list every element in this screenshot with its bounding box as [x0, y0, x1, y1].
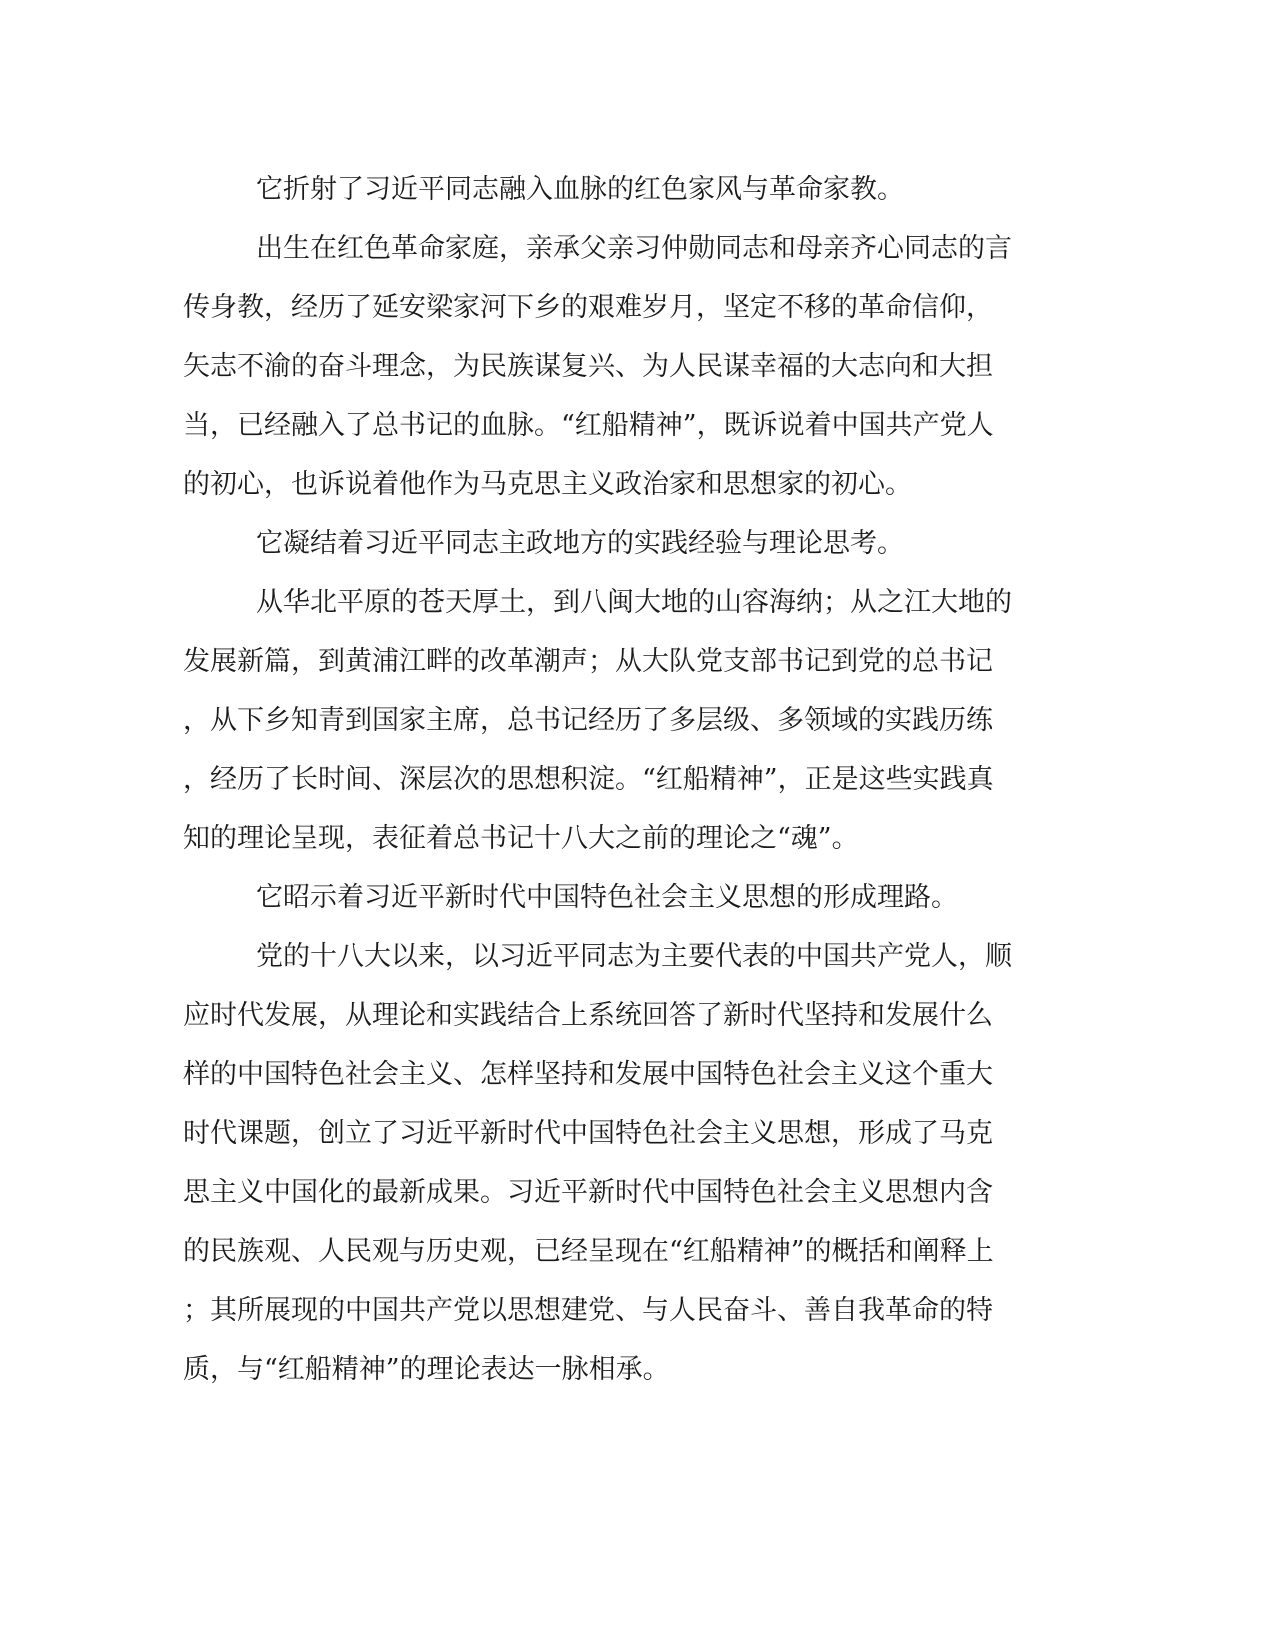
text-line: ，从下乡知青到国家主席，总书记经历了多层级、多领域的实践历练 [183, 705, 993, 736]
text-line: 它昭示着习近平新时代中国特色社会主义思想的形成理路。 [256, 882, 958, 913]
text-line: 当，已经融入了总书记的血脉。“红船精神”，既诉说着中国共产党人 [183, 410, 994, 441]
text-line: 发展新篇，到黄浦江畔的改革潮声；从大队党支部书记到党的总书记 [183, 646, 993, 677]
text-line: 的民族观、人民观与历史观，已经呈现在“红船精神”的概括和阐释上 [183, 1236, 994, 1267]
text-line: 从华北平原的苍天厚土，到八闽大地的山容海纳；从之江大地的 [256, 587, 1012, 618]
text-line: 的初心，也诉说着他作为马克思主义政治家和思想家的初心。 [183, 469, 912, 500]
text-line: ；其所展现的中国共产党以思想建党、与人民奋斗、善自我革命的特 [183, 1295, 993, 1326]
text-line: 传身教，经历了延安梁家河下乡的艰难岁月，坚定不移的革命信仰， [183, 292, 993, 323]
text-line: 它折射了习近平同志融入血脉的红色家风与革命家教。 [256, 174, 904, 205]
text-line: 出生在红色革命家庭，亲承父亲习仲勋同志和母亲齐心同志的言 [256, 233, 1012, 264]
text-line: ，经历了长时间、深层次的思想积淀。“红船精神”，正是这些实践真 [183, 764, 994, 795]
text-line: 知的理论呈现，表征着总书记十八大之前的理论之“魂”。 [183, 823, 859, 854]
text-line: 党的十八大以来，以习近平同志为主要代表的中国共产党人，顺 [256, 941, 1012, 972]
text-line: 应时代发展，从理论和实践结合上系统回答了新时代坚持和发展什么 [183, 1000, 993, 1031]
text-line: 质，与“红船精神”的理论表达一脉相承。 [183, 1354, 670, 1385]
text-line: 样的中国特色社会主义、怎样坚持和发展中国特色社会主义这个重大 [183, 1059, 993, 1090]
text-line: 矢志不渝的奋斗理念，为民族谋复兴、为人民谋幸福的大志向和大担 [183, 351, 993, 382]
text-line: 思主义中国化的最新成果。习近平新时代中国特色社会主义思想内含 [183, 1177, 993, 1208]
text-line: 它凝结着习近平同志主政地方的实践经验与理论思考。 [256, 528, 904, 559]
body-text [183, 160, 1033, 1399]
text-line: 时代课题，创立了习近平新时代中国特色社会主义思想，形成了马克 [183, 1118, 993, 1149]
